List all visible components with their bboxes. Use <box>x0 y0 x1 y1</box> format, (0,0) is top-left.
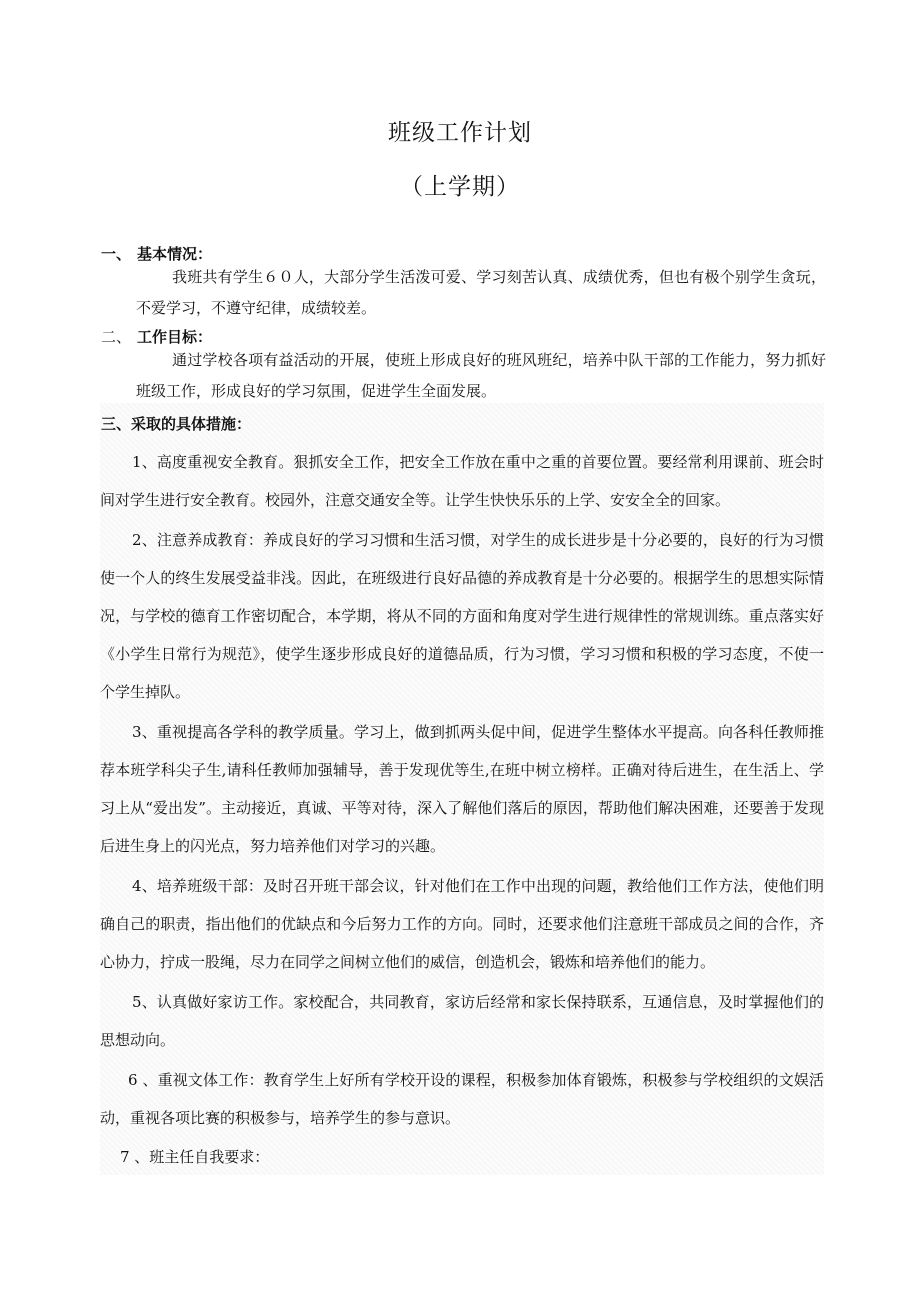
document-subtitle: （上学期） <box>400 174 520 200</box>
measure-item-5: 5、认真做好家访工作。家校配合，共同教育，家访后经常和家长保持联系，互通信息，及时掌握他们的思想动向。 <box>100 993 824 1049</box>
measure-item-2: 2、注意养成教育：养成良好的学习习惯和生活习惯，对学生的成长进步是十分必要的，良好的行为习惯使一个人的终生发展受益非浅。因此，在班级进行良好品德的养成教育是十分必要的。根据学生的思想实际情况，与学校的德育工作密切配合，本学期，将从不同的方面和角度对学生进行规律性的常规训练。重点落实好《小学生日常行为规范》，使学生逐步形成良好的道德品质，行为习惯，学习习惯和积极的学习态度，不使一个学生掉队。 <box>100 531 824 701</box>
section-1-heading <box>101 243 212 264</box>
document-title: 班级工作计划 <box>388 120 532 146</box>
measure-item-1: 1、高度重视安全教育。狠抓安全工作，把安全工作放在重中之重的首要位置。要经常利用课前、班会时间对学生进行安全教育。校园外，注意交通安全等。让学生快快乐乐的上学、安安全全的回家。 <box>100 453 824 509</box>
measure-item-3: 3、重视提高各学科的教学质量。学习上，做到抓两头促中间，促进学生整体水平提高。向各科任教师推荐本班学科尖子生,请科任教师加强辅导，善于发现优等生,在班中树立榜样。正确对待后进生，在生活上、学习上从“爱出发”。主动接近，真诚、平等对待，深入了解他们落后的原因，帮助他们解决困难，还要善于发现后进生身上的闪光点，努力培养他们对学习的兴趣。 <box>100 723 824 855</box>
measure-item-6: 6 、重视文体工作：教育学生上好所有学校开设的课程，积极参加体育锻炼，积极参与学校组织的文娱活动，重视各项比赛的积极参与，培养学生的参与意识。 <box>100 1071 824 1127</box>
section-1-text: 我班共有学生６０人，大部分学生活泼可爱、学习刻苦认真、成绩优秀，但也有极个别学生贪玩，不爱学习，不遵守纪律，成绩较差。 <box>136 268 826 317</box>
section-1-number: 一、 <box>101 245 132 263</box>
section-2-text: 通过学校各项有益活动的开展，使班上形成良好的班风班纪，培养中队干部的工作能力，努力抓好班级工作，形成良好的学习氛围，促进学生全面发展。 <box>136 351 826 400</box>
section-3-heading: 三、采取的具体措施： <box>101 415 252 433</box>
section-2-label: 工作目标： <box>137 328 213 346</box>
measure-item-7: 7 、班主任自我要求： <box>120 1148 270 1166</box>
section-2-number: 二、 <box>101 328 132 346</box>
measure-item-4: 4、培养班级干部：及时召开班干部会议，针对他们在工作中出现的问题，教给他们工作方法，使他们明确自己的职责，指出他们的优缺点和今后努力工作的方向。同时，还要求他们注意班干部成员之间的合作，齐心协力，拧成一股绳，尽力在同学之间树立他们的威信，创造机会，锻炼和培养他们的能力。 <box>100 877 824 971</box>
section-2-heading <box>101 326 212 347</box>
section-1-label: 基本情况： <box>137 245 213 263</box>
